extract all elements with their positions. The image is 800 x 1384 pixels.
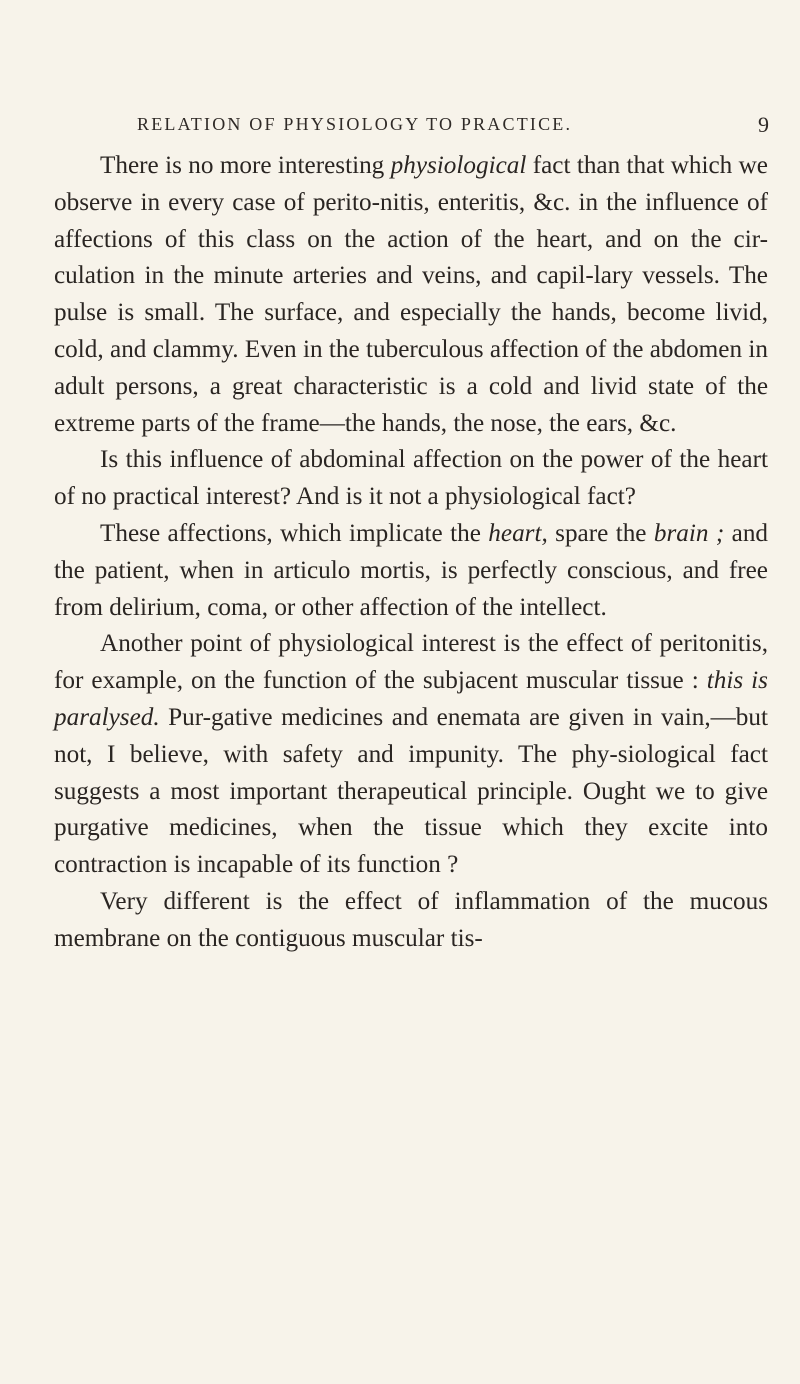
paragraph-1-emphasis: physiological — [390, 152, 527, 179]
paragraph-4-text-a: Another point of physiological interest is the effect of peritonitis, for example, on the function of the subjacent muscular tissue : — [54, 630, 768, 695]
paragraph-4-emphasis: this is paralysed. — [54, 667, 768, 731]
paragraph-3-emphasis-brain: brain ; — [653, 519, 725, 547]
paragraph-1-text-b: fact than that which we observe in every case of perito-nitis, enteritis, &c. in the influence of affections of this class on the action of the heart, and on the cir-culation in the minute arteries and veins, and capil-lary vessels. The pulse is small. The surface, and especially the hands, become livid, cold, and clammy. Even in the tuberculous affection of the abdomen in adult persons, a great characteristic is a cold and livid state of the extreme parts of the frame—the hands, the nose, the ears, &c. — [54, 152, 768, 437]
paragraph-5 — [54, 884, 768, 958]
body-text — [54, 148, 768, 958]
paragraph-1-text-a: There is no more interesting — [100, 152, 391, 179]
paragraph-4-text-b: Pur-gative medicines and enemata are given in vain,—but not, I believe, with safety and impunity. The phy-siological fact suggests a most important therapeutical principle. Ought we to give purgative medicines, when the tissue which they excite into contraction is incapable of its function ? — [54, 703, 768, 879]
paragraph-1 — [54, 148, 768, 442]
running-head — [137, 114, 769, 144]
page-number: 9 — [758, 112, 769, 137]
paragraph-3-emphasis-heart: heart, — [488, 519, 548, 547]
paragraph-3 — [54, 516, 768, 626]
paragraph-3-text-c: and the patient, when in articulo mortis, is perfectly conscious, and free from delirium, coma, or other affection of the intellect. — [54, 519, 769, 621]
paragraph-3-text-a: These affections, which implicate the — [100, 519, 489, 547]
running-title: RELATION OF PHYSIOLOGY TO PRACTICE. — [137, 114, 573, 134]
paragraph-2 — [54, 442, 768, 516]
paragraph-2-text: Is this influence of abdominal affection on the power of the heart of no practical interest? And is it not a physiological fact? — [54, 446, 768, 511]
paragraph-3-text-b: spare the — [547, 519, 654, 547]
paragraph-4 — [54, 626, 768, 884]
paragraph-5-text: Very different is the effect of inflammation of the mucous membrane on the contiguous muscular tis- — [54, 887, 768, 952]
